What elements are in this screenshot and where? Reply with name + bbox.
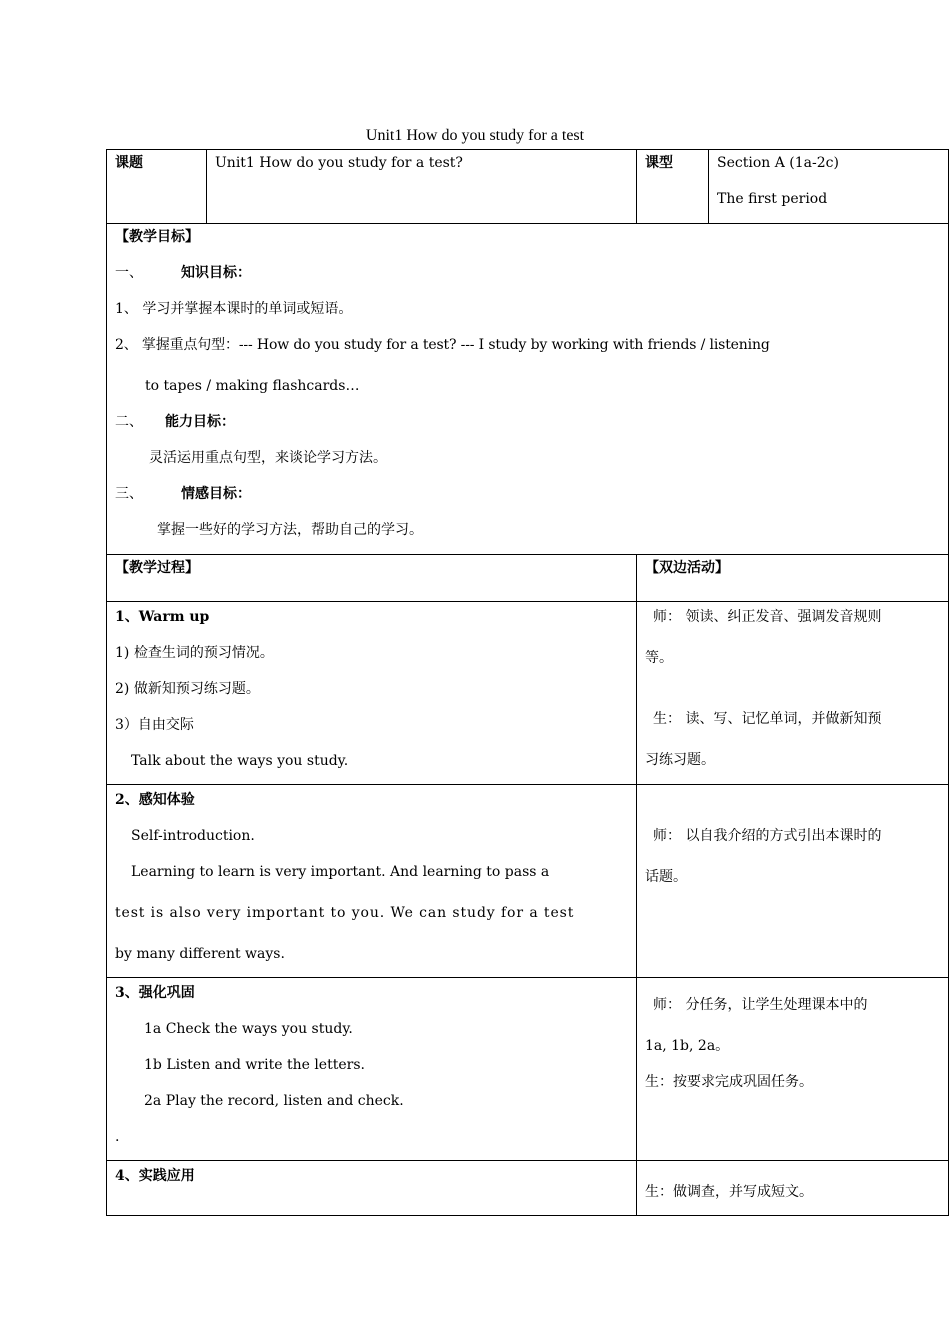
header-row	[107, 150, 949, 224]
document-title: Unit1 How do you study for a test	[365, 127, 585, 144]
step-3-line-4: .	[115, 1129, 120, 1145]
knowledge-goal-heading	[115, 260, 940, 296]
step-row-4	[107, 1161, 949, 1216]
step-2-line-1: Self-introduction.	[131, 828, 255, 844]
type-line-2: The first period	[717, 191, 828, 207]
process-heading-cell	[107, 555, 637, 602]
step-1-activity-cell	[637, 602, 949, 785]
emotion-title: 情感目标：	[181, 486, 251, 502]
step-1-activity-1: 师： 领读、纠正发音、强调发音规则	[653, 609, 882, 625]
objectives-cell	[107, 224, 949, 555]
step-row-1	[107, 602, 949, 785]
activity-heading-cell	[637, 555, 949, 602]
step-2-cell	[107, 785, 637, 978]
activity-heading: 【双边活动】	[645, 560, 729, 576]
step-2-activity-cell	[637, 785, 949, 978]
process-heading-row	[107, 555, 949, 602]
ability-goal-heading	[115, 409, 940, 445]
step-3-cell	[107, 978, 637, 1161]
ability-num: 二、	[115, 414, 143, 430]
step-1-line-1: 1) 检查生词的预习情况。	[115, 645, 274, 661]
knowledge-item-2-line-2: to tapes / making flashcards…	[145, 378, 360, 394]
step-3-line-3: 2a Play the record, listen and check.	[144, 1093, 404, 1109]
topic-label-cell	[107, 150, 207, 224]
objectives-heading: 【教学目标】	[115, 229, 199, 245]
topic-value: Unit1 How do you study for a test?	[215, 155, 463, 171]
step-1-activity-2: 等。	[645, 650, 673, 666]
lesson-plan-table	[106, 149, 949, 1216]
step-1-activity-3: 生： 读、写、记忆单词，并做新知预	[653, 711, 882, 727]
step-1-line-2: 2) 做新知预习练习题。	[115, 681, 260, 697]
ability-text: 灵活运用重点句型，来谈论学习方法。	[149, 450, 387, 466]
emotion-goal-heading	[115, 481, 940, 517]
step-3-activity-1: 师： 分任务，让学生处理课本中的	[653, 997, 868, 1013]
step-4-title: 4、实践应用	[115, 1168, 195, 1184]
topic-label: 课题	[115, 155, 143, 171]
topic-value-cell	[207, 150, 637, 224]
step-2-line-4: by many different ways.	[115, 946, 285, 962]
step-2-title: 2、感知体验	[115, 792, 195, 808]
step-3-activity-2: 1a, 1b, 2a。	[645, 1038, 730, 1054]
step-2-line-2: Learning to learn is very important. And learning to pass a	[131, 864, 550, 880]
step-3-line-2: 1b Listen and write the letters.	[144, 1057, 365, 1073]
objectives-row	[107, 224, 949, 555]
step-1-cell	[107, 602, 637, 785]
step-3-activity-3: 生：按要求完成巩固任务。	[645, 1074, 813, 1090]
knowledge-item-1: 1、 学习并掌握本课时的单词或短语。	[115, 301, 353, 317]
step-row-3	[107, 978, 949, 1161]
type-value-cell	[709, 150, 949, 224]
type-line-1: Section A (1a-2c)	[717, 155, 839, 171]
step-1-line-4: Talk about the ways you study.	[131, 753, 349, 769]
step-3-line-1: 1a Check the ways you study.	[144, 1021, 353, 1037]
knowledge-item-2-line-1: 2、 掌握重点句型：--- How do you study for a test? --- I study by working with friends / listening	[115, 337, 770, 353]
step-4-activity-cell	[637, 1161, 949, 1216]
knowledge-title: 知识目标：	[181, 265, 251, 281]
emotion-num: 三、	[115, 486, 143, 502]
ability-title: 能力目标：	[165, 414, 235, 430]
type-label-cell	[637, 150, 709, 224]
emotion-text: 掌握一些好的学习方法，帮助自己的学习。	[157, 522, 423, 538]
process-heading: 【教学过程】	[115, 560, 199, 576]
step-2-activity-2: 话题。	[645, 869, 687, 885]
step-2-activity-1: 师： 以自我介绍的方式引出本课时的	[653, 828, 882, 844]
step-row-2	[107, 785, 949, 978]
step-1-title: 1、Warm up	[115, 609, 210, 625]
knowledge-num: 一、	[115, 265, 143, 281]
step-4-cell	[107, 1161, 637, 1216]
type-label: 课型	[645, 155, 673, 171]
step-1-activity-4: 习练习题。	[645, 752, 715, 768]
step-2-line-3: test is also very important to you. We can study for a test	[115, 905, 575, 921]
step-1-line-3: 3）自由交际	[115, 717, 194, 733]
step-3-activity-cell	[637, 978, 949, 1161]
step-3-title: 3、强化巩固	[115, 985, 195, 1001]
step-4-activity-1: 生：做调查，并写成短文。	[645, 1184, 813, 1200]
